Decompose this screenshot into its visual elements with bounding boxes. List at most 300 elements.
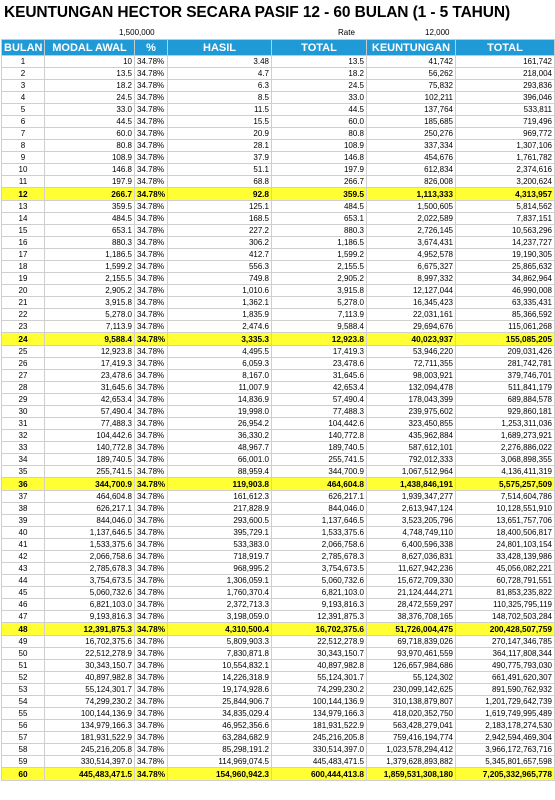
cell-bulan: 28 [2, 382, 45, 394]
cell-bulan: 53 [2, 684, 45, 696]
cell-percent: 34.78% [135, 623, 168, 636]
cell-percent: 34.78% [135, 321, 168, 333]
cell-hasil: 168.5 [168, 213, 272, 225]
cell-total-rupiah: 200,428,507,759 [456, 623, 555, 636]
cell-total-rupiah: 4,313,957 [456, 188, 555, 201]
cell-hasil: 217,828.9 [168, 503, 272, 515]
cell-total-rupiah: 155,085,205 [456, 333, 555, 346]
cell-percent: 34.78% [135, 225, 168, 237]
cell-total: 1,137,646.5 [272, 515, 367, 527]
cell-modal-awal: 22,512,278.9 [45, 648, 135, 660]
cell-total-rupiah: 293,836 [456, 80, 555, 92]
cell-total: 104,442.6 [272, 418, 367, 430]
cell-keuntungan: 1,023,578,294,412 [367, 744, 456, 756]
cell-percent: 34.78% [135, 744, 168, 756]
cell-percent: 34.78% [135, 478, 168, 491]
cell-keuntungan: 72,711,355 [367, 358, 456, 370]
cell-keuntungan: 22,031,161 [367, 309, 456, 321]
table-row [2, 672, 555, 684]
cell-total-rupiah: 10,128,551,910 [456, 503, 555, 515]
cell-total: 6,821,103.0 [272, 587, 367, 599]
cell-keuntungan: 11,627,942,236 [367, 563, 456, 575]
table-row [2, 273, 555, 285]
cell-bulan: 34 [2, 454, 45, 466]
cell-hasil: 154,960,942.3 [168, 768, 272, 781]
cell-total: 42,653.4 [272, 382, 367, 394]
header-modal-awal: MODAL AWAL [45, 40, 135, 56]
cell-modal-awal: 245,216,205.8 [45, 744, 135, 756]
cell-bulan: 36 [2, 478, 45, 491]
table-row [2, 80, 555, 92]
cell-bulan: 6 [2, 116, 45, 128]
cell-hasil: 36,330.2 [168, 430, 272, 442]
cell-percent: 34.78% [135, 515, 168, 527]
cell-total-rupiah: 24,801,103,154 [456, 539, 555, 551]
cell-percent: 34.78% [135, 128, 168, 140]
cell-bulan: 33 [2, 442, 45, 454]
cell-hasil: 14,836.9 [168, 394, 272, 406]
cell-total: 344,700.9 [272, 466, 367, 478]
cell-keuntungan: 587,612,101 [367, 442, 456, 454]
cell-percent: 34.78% [135, 188, 168, 201]
cell-total: 12,391,875.3 [272, 611, 367, 623]
table-row [2, 128, 555, 140]
cell-total-rupiah: 7,205,332,965,778 [456, 768, 555, 781]
cell-total: 245,216,205.8 [272, 732, 367, 744]
cell-percent: 34.78% [135, 68, 168, 80]
cell-total: 5,060,732.6 [272, 575, 367, 587]
cell-total: 2,785,678.3 [272, 551, 367, 563]
cell-modal-awal: 80.8 [45, 140, 135, 152]
cell-hasil: 66,001.0 [168, 454, 272, 466]
cell-modal-awal: 23,478.6 [45, 370, 135, 382]
cell-total-rupiah: 85,366,592 [456, 309, 555, 321]
cell-hasil: 6,059.3 [168, 358, 272, 370]
cell-hasil: 48,967.7 [168, 442, 272, 454]
cell-percent: 34.78% [135, 696, 168, 708]
cell-total-rupiah: 209,031,426 [456, 346, 555, 358]
cell-percent: 34.78% [135, 660, 168, 672]
cell-modal-awal: 7,113.9 [45, 321, 135, 333]
cell-modal-awal: 40,897,982.8 [45, 672, 135, 684]
table-row [2, 152, 555, 164]
cell-total-rupiah: 45,056,082,221 [456, 563, 555, 575]
table-row [2, 213, 555, 225]
cell-modal-awal: 60.0 [45, 128, 135, 140]
cell-total: 445,483,471.5 [272, 756, 367, 768]
cell-percent: 34.78% [135, 213, 168, 225]
cell-modal-awal: 77,488.3 [45, 418, 135, 430]
cell-bulan: 11 [2, 176, 45, 188]
table-row [2, 92, 555, 104]
rate-value: 12,000 [425, 28, 450, 37]
cell-total: 2,155.5 [272, 261, 367, 273]
cell-total: 22,512,278.9 [272, 636, 367, 648]
cell-keuntungan: 250,276 [367, 128, 456, 140]
cell-total: 40,897,982.8 [272, 660, 367, 672]
cell-modal-awal: 2,785,678.3 [45, 563, 135, 575]
cell-hasil: 46,952,356.6 [168, 720, 272, 732]
cell-percent: 34.78% [135, 273, 168, 285]
cell-modal-awal: 57,490.4 [45, 406, 135, 418]
cell-percent: 34.78% [135, 503, 168, 515]
cell-total-rupiah: 218,004 [456, 68, 555, 80]
cell-total-rupiah: 25,865,632 [456, 261, 555, 273]
cell-keuntungan: 38,376,708,165 [367, 611, 456, 623]
cell-hasil: 2,474.6 [168, 321, 272, 333]
cell-hasil: 2,372,713.3 [168, 599, 272, 611]
cell-keuntungan: 3,674,431 [367, 237, 456, 249]
cell-total: 100,144,136.9 [272, 696, 367, 708]
table-row [2, 648, 555, 660]
cell-keuntungan: 4,952,578 [367, 249, 456, 261]
cell-modal-awal: 18.2 [45, 80, 135, 92]
cell-percent: 34.78% [135, 56, 168, 68]
cell-bulan: 59 [2, 756, 45, 768]
cell-total-rupiah: 533,811 [456, 104, 555, 116]
cell-bulan: 32 [2, 430, 45, 442]
cell-percent: 34.78% [135, 152, 168, 164]
cell-modal-awal: 359.5 [45, 201, 135, 213]
cell-keuntungan: 454,676 [367, 152, 456, 164]
cell-total-rupiah: 1,761,782 [456, 152, 555, 164]
cell-hasil: 15.5 [168, 116, 272, 128]
cell-percent: 34.78% [135, 418, 168, 430]
cell-bulan: 49 [2, 636, 45, 648]
cell-modal-awal: 12,391,875.3 [45, 623, 135, 636]
cell-percent: 34.78% [135, 406, 168, 418]
cell-total-rupiah: 969,772 [456, 128, 555, 140]
cell-total-rupiah: 1,619,749,995,489 [456, 708, 555, 720]
cell-keuntungan: 40,023,937 [367, 333, 456, 346]
cell-modal-awal: 10 [45, 56, 135, 68]
cell-hasil: 161,612.3 [168, 491, 272, 503]
cell-total: 16,702,375.6 [272, 623, 367, 636]
cell-modal-awal: 5,060,732.6 [45, 587, 135, 599]
cell-modal-awal: 13.5 [45, 68, 135, 80]
cell-bulan: 14 [2, 213, 45, 225]
cell-hasil: 51.1 [168, 164, 272, 176]
cell-keuntungan: 310,138,879,807 [367, 696, 456, 708]
cell-total: 626,217.1 [272, 491, 367, 503]
cell-bulan: 18 [2, 261, 45, 273]
table-row [2, 563, 555, 575]
cell-modal-awal: 181,931,522.9 [45, 732, 135, 744]
cell-percent: 34.78% [135, 636, 168, 648]
cell-percent: 34.78% [135, 454, 168, 466]
cell-keuntungan: 2,022,589 [367, 213, 456, 225]
cell-hasil: 4,310,500.4 [168, 623, 272, 636]
cell-total: 1,599.2 [272, 249, 367, 261]
modal-value: 1,500,000 [119, 28, 155, 37]
cell-bulan: 52 [2, 672, 45, 684]
table-row [2, 382, 555, 394]
cell-bulan: 23 [2, 321, 45, 333]
cell-keuntungan: 435,962,884 [367, 430, 456, 442]
cell-total-rupiah: 115,061,268 [456, 321, 555, 333]
cell-bulan: 47 [2, 611, 45, 623]
table-row [2, 358, 555, 370]
cell-percent: 34.78% [135, 563, 168, 575]
cell-modal-awal: 16,702,375.6 [45, 636, 135, 648]
cell-modal-awal: 9,588.4 [45, 333, 135, 346]
table-row [2, 720, 555, 732]
table-row [2, 442, 555, 454]
cell-percent: 34.78% [135, 116, 168, 128]
cell-modal-awal: 100,144,136.9 [45, 708, 135, 720]
table-row [2, 164, 555, 176]
cell-modal-awal: 5,278.0 [45, 309, 135, 321]
cell-hasil: 10,554,832.1 [168, 660, 272, 672]
table-row [2, 225, 555, 237]
cell-total-rupiah: 3,068,898,355 [456, 454, 555, 466]
cell-percent: 34.78% [135, 92, 168, 104]
table-row [2, 68, 555, 80]
cell-total: 266.7 [272, 176, 367, 188]
cell-total: 57,490.4 [272, 394, 367, 406]
cell-total-rupiah: 148,702,503,284 [456, 611, 555, 623]
cell-hasil: 28.1 [168, 140, 272, 152]
table-row [2, 503, 555, 515]
cell-modal-awal: 484.5 [45, 213, 135, 225]
cell-total-rupiah: 490,775,793,030 [456, 660, 555, 672]
cell-percent: 34.78% [135, 708, 168, 720]
cell-total: 330,514,397.0 [272, 744, 367, 756]
cell-total-rupiah: 396,046 [456, 92, 555, 104]
cell-keuntungan: 21,124,444,271 [367, 587, 456, 599]
cell-percent: 34.78% [135, 201, 168, 213]
cell-total-rupiah: 3,200,624 [456, 176, 555, 188]
cell-total: 9,193,816.3 [272, 599, 367, 611]
cell-total-rupiah: 33,428,139,986 [456, 551, 555, 563]
cell-hasil: 8.5 [168, 92, 272, 104]
cell-keuntungan: 1,067,512,964 [367, 466, 456, 478]
cell-keuntungan: 2,726,145 [367, 225, 456, 237]
cell-modal-awal: 189,740.5 [45, 454, 135, 466]
cell-total: 77,488.3 [272, 406, 367, 418]
cell-total-rupiah: 5,345,801,657,598 [456, 756, 555, 768]
cell-bulan: 39 [2, 515, 45, 527]
cell-percent: 34.78% [135, 648, 168, 660]
header-hasil: HASIL [168, 40, 272, 56]
cell-total: 33.0 [272, 92, 367, 104]
cell-modal-awal: 17,419.3 [45, 358, 135, 370]
cell-total-rupiah: 46,990,008 [456, 285, 555, 297]
cell-total: 181,931,522.9 [272, 720, 367, 732]
cell-keuntungan: 6,675,327 [367, 261, 456, 273]
cell-keuntungan: 55,124,302 [367, 672, 456, 684]
cell-hasil: 19,998.0 [168, 406, 272, 418]
table-row [2, 539, 555, 551]
cell-total: 359.5 [272, 188, 367, 201]
cell-modal-awal: 2,066,758.6 [45, 551, 135, 563]
cell-bulan: 13 [2, 201, 45, 213]
cell-total-rupiah: 10,563,296 [456, 225, 555, 237]
cell-total-rupiah: 929,860,181 [456, 406, 555, 418]
cell-modal-awal: 464,604.8 [45, 491, 135, 503]
cell-modal-awal: 140,772.8 [45, 442, 135, 454]
cell-keuntungan: 563,428,279,041 [367, 720, 456, 732]
cell-hasil: 395,729.1 [168, 527, 272, 539]
header-percent: % [135, 40, 168, 56]
cell-hasil: 718,919.7 [168, 551, 272, 563]
cell-total-rupiah: 1,689,273,921 [456, 430, 555, 442]
cell-total: 13.5 [272, 56, 367, 68]
cell-modal-awal: 31,645.6 [45, 382, 135, 394]
table-row [2, 418, 555, 430]
cell-modal-awal: 330,514,397.0 [45, 756, 135, 768]
table-row [2, 551, 555, 563]
cell-hasil: 4.7 [168, 68, 272, 80]
cell-bulan: 16 [2, 237, 45, 249]
cell-percent: 34.78% [135, 140, 168, 152]
cell-modal-awal: 108.9 [45, 152, 135, 164]
cell-percent: 34.78% [135, 394, 168, 406]
cell-total: 3,915.8 [272, 285, 367, 297]
cell-keuntungan: 337,334 [367, 140, 456, 152]
table-row [2, 732, 555, 744]
cell-keuntungan: 132,094,478 [367, 382, 456, 394]
cell-total-rupiah: 2,374,616 [456, 164, 555, 176]
table-row [2, 104, 555, 116]
header-total-rupiah: TOTAL [456, 40, 555, 56]
table-row [2, 611, 555, 623]
cell-bulan: 20 [2, 285, 45, 297]
cell-hasil: 11,007.9 [168, 382, 272, 394]
cell-keuntungan: 4,748,749,110 [367, 527, 456, 539]
info-row [0, 26, 555, 39]
cell-total-rupiah: 379,746,701 [456, 370, 555, 382]
cell-percent: 34.78% [135, 756, 168, 768]
cell-total-rupiah: 18,400,506,817 [456, 527, 555, 539]
table-row [2, 636, 555, 648]
cell-total-rupiah: 4,136,411,319 [456, 466, 555, 478]
cell-modal-awal: 445,483,471.5 [45, 768, 135, 781]
cell-total: 844,046.0 [272, 503, 367, 515]
cell-total-rupiah: 7,837,151 [456, 213, 555, 225]
cell-total-rupiah: 110,325,795,119 [456, 599, 555, 611]
cell-bulan: 10 [2, 164, 45, 176]
table-row [2, 394, 555, 406]
table-row [2, 744, 555, 756]
cell-bulan: 38 [2, 503, 45, 515]
table-row [2, 708, 555, 720]
cell-percent: 34.78% [135, 382, 168, 394]
cell-percent: 34.78% [135, 333, 168, 346]
cell-bulan: 31 [2, 418, 45, 430]
cell-percent: 34.78% [135, 551, 168, 563]
cell-modal-awal: 255,741.5 [45, 466, 135, 478]
table-row [2, 370, 555, 382]
cell-keuntungan: 93,970,461,559 [367, 648, 456, 660]
cell-bulan: 41 [2, 539, 45, 551]
cell-percent: 34.78% [135, 587, 168, 599]
cell-modal-awal: 2,155.5 [45, 273, 135, 285]
cell-percent: 34.78% [135, 684, 168, 696]
cell-keuntungan: 56,262 [367, 68, 456, 80]
cell-percent: 34.78% [135, 346, 168, 358]
cell-keuntungan: 239,975,602 [367, 406, 456, 418]
cell-total: 60.0 [272, 116, 367, 128]
cell-modal-awal: 1,137,646.5 [45, 527, 135, 539]
cell-hasil: 3,198,059.0 [168, 611, 272, 623]
cell-total-rupiah: 364,117,808,344 [456, 648, 555, 660]
cell-hasil: 533,383.0 [168, 539, 272, 551]
table-row [2, 176, 555, 188]
cell-hasil: 20.9 [168, 128, 272, 140]
header-bulan: BULAN [2, 40, 45, 56]
cell-total: 80.8 [272, 128, 367, 140]
cell-hasil: 293,600.5 [168, 515, 272, 527]
cell-total: 134,979,166.3 [272, 708, 367, 720]
cell-bulan: 26 [2, 358, 45, 370]
cell-total: 484.5 [272, 201, 367, 213]
header-total: TOTAL [272, 40, 367, 56]
cell-percent: 34.78% [135, 732, 168, 744]
cell-keuntungan: 8,997,332 [367, 273, 456, 285]
table-row [2, 515, 555, 527]
cell-hasil: 11.5 [168, 104, 272, 116]
cell-percent: 34.78% [135, 358, 168, 370]
cell-percent: 34.78% [135, 575, 168, 587]
cell-percent: 34.78% [135, 611, 168, 623]
cell-total: 255,741.5 [272, 454, 367, 466]
cell-hasil: 6.3 [168, 80, 272, 92]
cell-keuntungan: 53,946,220 [367, 346, 456, 358]
cell-hasil: 749.8 [168, 273, 272, 285]
cell-modal-awal: 1,599.2 [45, 261, 135, 273]
cell-bulan: 60 [2, 768, 45, 781]
cell-total: 7,113.9 [272, 309, 367, 321]
cell-total-rupiah: 19,190,305 [456, 249, 555, 261]
cell-bulan: 37 [2, 491, 45, 503]
cell-hasil: 114,969,074.5 [168, 756, 272, 768]
cell-modal-awal: 844,046.0 [45, 515, 135, 527]
cell-modal-awal: 344,700.9 [45, 478, 135, 491]
cell-hasil: 92.8 [168, 188, 272, 201]
cell-bulan: 17 [2, 249, 45, 261]
cell-modal-awal: 134,979,166.3 [45, 720, 135, 732]
cell-total-rupiah: 281,742,781 [456, 358, 555, 370]
cell-total-rupiah: 2,942,594,469,304 [456, 732, 555, 744]
cell-bulan: 5 [2, 104, 45, 116]
cell-total: 31,645.6 [272, 370, 367, 382]
table-row [2, 768, 555, 781]
table-row [2, 333, 555, 346]
table-row [2, 660, 555, 672]
cell-bulan: 58 [2, 744, 45, 756]
cell-percent: 34.78% [135, 297, 168, 309]
cell-modal-awal: 266.7 [45, 188, 135, 201]
cell-bulan: 54 [2, 696, 45, 708]
cell-percent: 34.78% [135, 599, 168, 611]
cell-hasil: 1,362.1 [168, 297, 272, 309]
cell-bulan: 7 [2, 128, 45, 140]
cell-keuntungan: 1,500,605 [367, 201, 456, 213]
cell-modal-awal: 626,217.1 [45, 503, 135, 515]
cell-total: 18.2 [272, 68, 367, 80]
table-row [2, 297, 555, 309]
cell-total-rupiah: 511,841,179 [456, 382, 555, 394]
cell-bulan: 40 [2, 527, 45, 539]
cell-percent: 34.78% [135, 466, 168, 478]
cell-bulan: 19 [2, 273, 45, 285]
table-row [2, 309, 555, 321]
cell-modal-awal: 104,442.6 [45, 430, 135, 442]
cell-hasil: 8,167.0 [168, 370, 272, 382]
cell-total: 197.9 [272, 164, 367, 176]
cell-hasil: 1,760,370.4 [168, 587, 272, 599]
